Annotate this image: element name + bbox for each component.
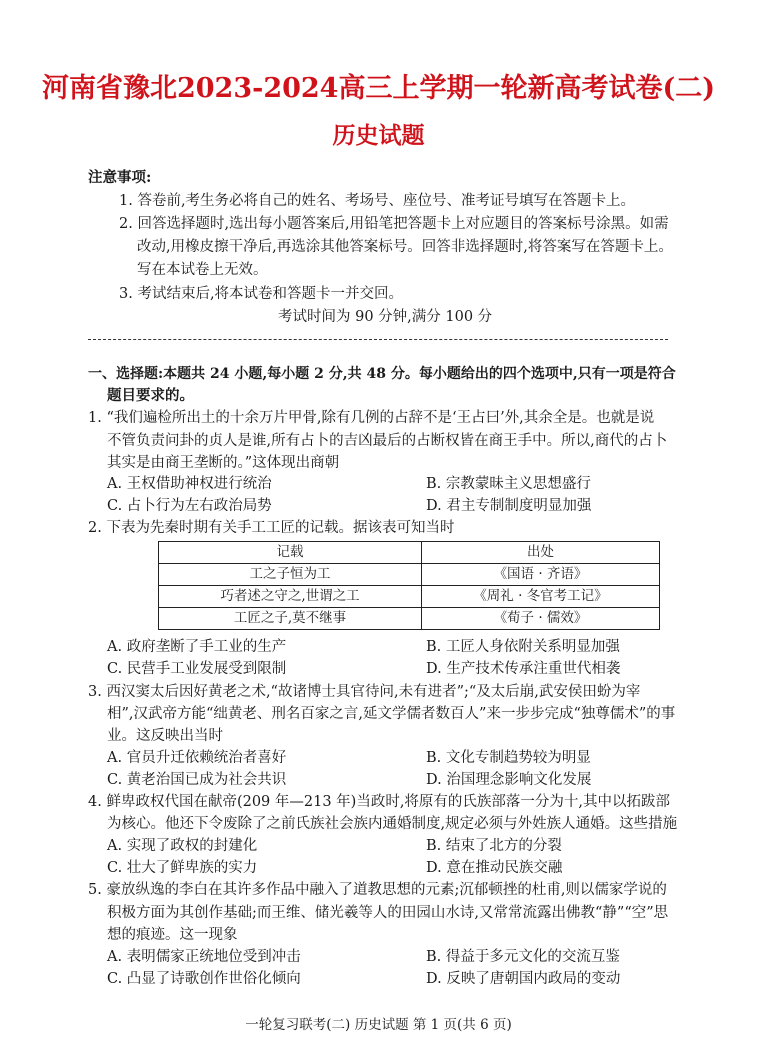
question-3-option-a: A. 官员升迁依赖统治者喜好	[107, 750, 287, 766]
question-1-option-c: C. 占卜行为左右政治局势	[107, 498, 272, 514]
page-title: 河南省豫北2023-2024高三上学期一轮新高考试卷(二)	[41, 73, 716, 104]
notice-item: 改动,用橡皮擦干净后,再选涂其他答案标号。回答非选择题时,将答案写在答题卡上。	[137, 239, 673, 255]
notice-item: 1. 答卷前,考生务必将自己的姓名、考场号、座位号、准考证号填写在答题卡上。	[119, 193, 636, 209]
question-1-option-d: D. 君主专制制度明显加强	[426, 498, 592, 514]
question-1-stem: 1. “我们遍检所出土的十余万片甲骨,除有几例的占辞不是‘王占曰’外,其余全是。也就是说	[88, 410, 655, 426]
question-1-stem: 其实是由商王垄断的。”这体现出商朝	[107, 455, 340, 471]
question-3-stem: 相”,汉武帝方能“绌黄老、刑名百家之言,延文学儒者数百人”来一步步完成“独尊儒术”的事	[107, 706, 676, 722]
notice-item: 写在本试卷上无效。	[137, 262, 268, 278]
question-2-table	[158, 541, 660, 630]
question-4-option-b: B. 结束了北方的分裂	[426, 838, 562, 854]
question-2-option-d: D. 生产技术传承注重世代相袭	[426, 661, 621, 677]
question-5-option-a: A. 表明儒家正统地位受到冲击	[107, 949, 301, 965]
question-1-option-a: A. 王权借助神权进行统治	[107, 476, 272, 492]
divider	[88, 339, 668, 340]
table-row	[159, 586, 660, 608]
question-5-stem: 积极方面为其创作基础;而王维、储光羲等人的田园山水诗,又常常流露出佛教“静”“空”思	[107, 905, 669, 921]
exam-info: 考试时间为 90 分钟,满分 100 分	[278, 309, 493, 325]
question-4-stem: 为核心。他还下令废除了之前氏族社会族内通婚制度,规定必须与外姓族人通婚。这些措施	[107, 816, 678, 832]
table-cell: 工匠之子,莫不继事	[159, 608, 422, 630]
question-5-stem: 想的痕迹。这一现象	[107, 927, 238, 943]
notice-heading: 注意事项:	[88, 169, 152, 186]
question-5-stem: 5. 豪放纵逸的李白在其许多作品中融入了道教思想的元素;沉郁顿挫的杜甫,则以儒家学说的	[88, 882, 667, 898]
table-cell: 《国语 · 齐语》	[422, 564, 660, 586]
table-header: 记载	[159, 542, 422, 564]
page-footer: 一轮复习联考(二) 历史试题 第 1 页(共 6 页)	[245, 1017, 512, 1033]
question-5-option-c: C. 凸显了诗歌创作世俗化倾向	[107, 971, 301, 987]
notice-item: 2. 回答选择题时,选出每小题答案后,用铅笔把答题卡上对应题目的答案标号涂黑。如需	[119, 216, 669, 232]
section-heading-cont: 题目要求的。	[107, 387, 194, 404]
question-5-option-b: B. 得益于多元文化的交流互鉴	[426, 949, 620, 965]
table-row	[159, 564, 660, 586]
question-1-option-b: B. 宗教蒙昧主义思想盛行	[426, 476, 591, 492]
question-3-option-d: D. 治国理念影响文化发展	[426, 772, 592, 788]
question-4-option-c: C. 壮大了鲜卑族的实力	[107, 860, 258, 876]
table-cell: 《荀子 · 儒效》	[422, 608, 660, 630]
question-4-option-a: A. 实现了政权的封建化	[107, 838, 258, 854]
question-3-stem: 3. 西汉窦太后因好黄老之术,“故诸博士具官待问,未有进者”;“及太后崩,武安侯田蚡为宰	[88, 684, 641, 700]
table-header-row	[159, 542, 660, 564]
table-header: 出处	[422, 542, 660, 564]
question-3-stem: 业。这反映出当时	[107, 728, 223, 744]
question-5-option-d: D. 反映了唐朝国内政局的变动	[426, 971, 621, 987]
notice-item: 3. 考试结束后,将本试卷和答题卡一并交回。	[119, 286, 404, 302]
question-4-stem: 4. 鲜卑政权代国在献帝(209 年—213 年)当政时,将原有的氏族部落一分为十,其中以拓跋部	[88, 794, 671, 810]
question-3-option-b: B. 文化专制趋势较为明显	[426, 750, 591, 766]
question-3-option-c: C. 黄老治国已成为社会共识	[107, 772, 287, 788]
question-1-stem: 不管负责问卦的贞人是谁,所有占卜的吉凶最后的占断权皆在商王手中。所以,商代的占卜	[107, 433, 668, 449]
table-row	[159, 608, 660, 630]
table-cell: 《周礼 · 冬官考工记》	[422, 586, 660, 608]
question-4-option-d: D. 意在推动民族交融	[426, 860, 563, 876]
page-subtitle: 历史试题	[332, 122, 425, 149]
question-2-option-b: B. 工匠人身依附关系明显加强	[426, 639, 620, 655]
table-cell: 工之子恒为工	[159, 564, 422, 586]
table-cell: 巧者述之守之,世谓之工	[159, 586, 422, 608]
question-2-option-c: C. 民营手工业发展受到限制	[107, 661, 287, 677]
question-2-option-a: A. 政府垄断了手工业的生产	[107, 639, 287, 655]
question-2-stem: 2. 下表为先秦时期有关手工工匠的记载。据该表可知当时	[88, 520, 455, 536]
section-heading: 一、选择题:本题共 24 小题,每小题 2 分,共 48 分。每小题给出的四个选项中,只有一项是符合	[88, 366, 676, 382]
